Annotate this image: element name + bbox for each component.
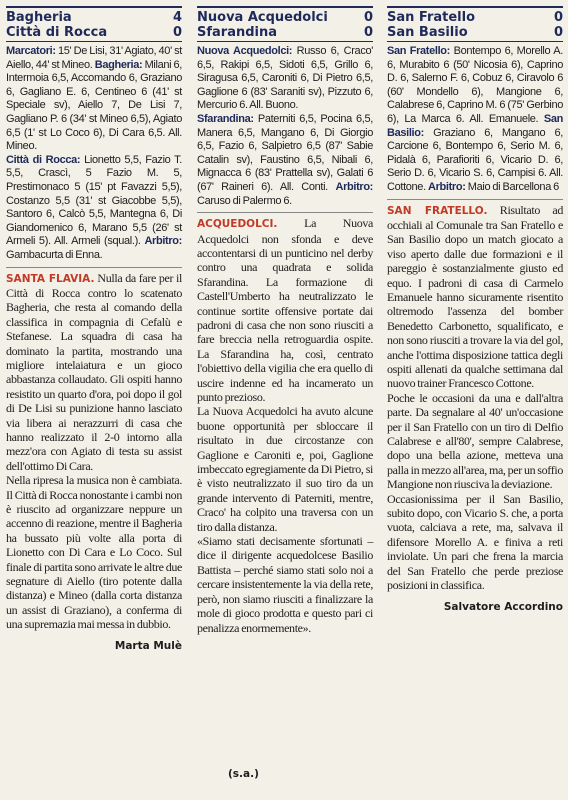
team1-label: San Fratello: (387, 45, 450, 57)
team-goals: 0 (363, 10, 373, 25)
byline: (s.a.) (228, 768, 259, 780)
team2-lineup: Graziano 6, Mangano 6, Carcione 6, Bontempo 6, Serio M. 6, Pidalà 6, Parafioriti 6, Vicario D. 6, Serio D. 6, Vicario S. 6, Campisi 6. All. Cottone. (387, 126, 563, 193)
scoreboard (387, 6, 563, 42)
lineups (387, 45, 563, 195)
dateline: SANTA FLAVIA. (6, 272, 95, 285)
scorers-text: 15' De Lisi, 31' Agiato, 40' st Aiello, 44' st Mineo. (6, 45, 182, 71)
team-goals: 0 (553, 10, 563, 25)
team-goals: 4 (172, 10, 182, 25)
article-body (387, 203, 563, 593)
paragraph: La Nuova Acquedolci ha avuto alcune buone opportunità per sbloccare il risultato in due circostanze con Gaglione e Caroniti e, poi, Gaglione imbeccato egregiamente da Di Pietro, si è visto neutralizzato il suo tiro da un grande intervento di Paterniti, mentre, Craco' ha colpito una traversa con un tiro dalla distanza. (197, 404, 373, 534)
paragraph-text: Risultato ad occhiali al Comunale tra San Fratello e San Basilio dopo un match giocato a viso aperto dalle due formazioni e il pareggio è sostanzialmente giusto ed equo. I padroni di casa di Carmelo Emanuele hanno sicuramente risentito oltremodo l'assenza del bomber Benedetto Carbonetto, squalificato, e non sono riusciti a trovare la via del gol, anche l'ottima disposizione tattica degli ospiti allenati da qualche settimana dal nuovo trainer Francesco Cottone. (387, 202, 563, 391)
team2-label: Città di Rocca: (6, 153, 81, 166)
paragraph (197, 216, 373, 404)
referee-text: Maio di Barcellona 6 (467, 180, 559, 193)
paragraph (387, 203, 563, 391)
referee-label: Arbitro: (335, 180, 373, 193)
score-row (6, 10, 182, 25)
article-body (197, 216, 373, 635)
paragraph: Occasionissima per il San Basilio, subito dopo, con Vicario S. che, a porta vuota, calciava a rete, ma, salvava il difensore Morello A. e finiva a reti inviolate. Un pari che frena la marcia del San Fratello che perde preziose posizioni in classifica. (387, 491, 563, 593)
referee-label: Arbitro: (144, 235, 182, 248)
dateline: SAN FRATELLO. (387, 204, 488, 217)
byline: Marta Mulè (114, 639, 182, 652)
team1-label: Nuova Acquedolci: (197, 45, 293, 57)
team-name: San Basilio (387, 25, 468, 40)
referee-label: Arbitro: (428, 180, 466, 193)
score-row (197, 25, 373, 40)
article-san-fratello (387, 6, 563, 613)
team2-lineup: Paterniti 6,5, Pocina 6,5, Manera 6,5, Mangano 6, Di Giorgio 6,5, Fazio 6, Salpietro 6,5 (87' Sabie Catalin sv), Faustino 6,5, Nibali 6, Mignacca 6 (83' Prattella sv), Galati 6 (67' Raineri 6). All. Conti. (197, 112, 373, 193)
team-name: San Fratello (387, 10, 476, 25)
byline: Salvatore Accordino (443, 600, 563, 613)
score-row (387, 25, 563, 40)
article-acquedolci (197, 6, 373, 635)
scorers-label: Marcatori: (6, 45, 56, 57)
team1-label: Bagheria: (94, 58, 143, 71)
paragraph: Nella ripresa la musica non è cambiata. Il Città di Rocca nonostante i cambi non è riuscito ad organizzare neppure un accenno di reazione, mentre il Bagheria ha bussato più volte alla porta di Lionetto con Di Cara e Lo Coco. Sul finale di partita sono arrivate le altre due segnature di Aiello (tiro potente dalla distanza) e Mineo (dalla corta distanza un assist di Graziano), a conferma di una supremazia mai messa in dubbio. (6, 473, 182, 632)
scoreboard (197, 6, 373, 42)
scoreboard (6, 6, 182, 42)
dateline: ACQUEDOLCI. (197, 218, 278, 231)
paragraph-text: La Nuova Acquedolci non sfonda e deve accontentarsi di un punticino nel derby contro una quadrata e solida Sfarandina. La formazione di Castell'Umberto ha neutralizzato le continue sortite offensive portate dai padroni di casa che non sono riusciti a fare breccia nella retroguardia ospite. La Sfarandina ha, così, centrato l'obiettivo della vigilia che era quello di uscire indenne ed ha incamerato un punto prezioso. (197, 216, 373, 404)
team-name: Sfarandina (197, 25, 278, 40)
team-goals: 0 (172, 25, 182, 40)
article-bagheria (6, 6, 182, 652)
divider (387, 199, 563, 200)
paragraph-text: Nulla da fare per il Città di Rocca contro lo scatenato Bagheria, che resta al comando della classifica in compagnia di Cefalù e Stefanese. La squadra di casa ha dominato la partita, mostrando una migliore intelaiatura e un gioco abbastanza collaudato. Gli ospiti hanno resistito un quarto d'ora, poi dopo il gol di De Lisi su punizione hanno lasciato via libera ai nerazzurri di casa che hanno realizzato il 2-0 intorno alla mezz'ora con Agiato di testa su assist dell'ottimo Di Cara. (6, 270, 182, 473)
team-name: Bagheria (6, 10, 72, 25)
lineups (197, 45, 373, 208)
divider (197, 212, 373, 213)
paragraph: «Siamo stati decisamente sfortunati – dice il dirigente acquedolcese Basilio Battista – perché siamo stati solo noi a cercare insistentemente la via della rete, però, non siamo riusciti a finalizzare la mole di gioco prodotta e questo pari ci penalizza enormemente». (197, 534, 373, 635)
team1-lineup: Russo 6, Craco' 6,5, Rakipi 6,5, Sidoti 6,5, Grillo 6, Siragusa 6,5, Caroniti 6, Di Pietro 6,5, Gaglione 6 (83' Saraniti sv), Pizzuto 6, Mercurio 6. All. Buono. (197, 45, 373, 112)
paragraph: Poche le occasioni da una e dall'altra parte. Da segnalare al 40' un'occasione per il San Fratello con un tiro di Delfio Calabrese e all'80', sempre Calabrese, dopo una bella azione, metteva una palla in mezzo all'area, ma, per un soffio Mangione non riusciva la deviazione. (387, 390, 563, 492)
referee-text: Caruso di Palermo 6. (197, 194, 292, 207)
team-goals: 0 (363, 25, 373, 40)
team1-lineup: Milani 6, Intermoia 6,5, Accomando 6, Graziano 6, Gagliano E. 6, Centineo 6 (41' st Speciale sv), Aiello 7, De Lisi 7, Gagliano P. 6 (34' st Mineo 6,5), Agiato 6,5 (1' st Lo Coco 6), Di Cara 6,5. All. Mineo. (6, 58, 182, 153)
score-row (197, 10, 373, 25)
lineups (6, 45, 182, 263)
score-row (387, 10, 563, 25)
team-goals: 0 (553, 25, 563, 40)
team-name: Città di Rocca (6, 25, 108, 40)
team2-label: Sfarandina: (197, 112, 254, 125)
team1-lineup: Bontempo 6, Morello A. 6, Murabito 6 (50' Nicosia 6), Caprino D. 6, Salerno F. 6, Cobuz 6, Ciravolo 6 (60' Mondello 6), Mangione 6, Calabrese 6, Caprino M. 6 (75' Gerbino 6), La Marca 6. All. Emanuele. (387, 45, 564, 125)
divider (6, 267, 182, 268)
score-row (6, 25, 182, 40)
referee-text: Gambacurta di Enna. (6, 248, 103, 261)
paragraph (6, 271, 182, 474)
team2-label: San Basilio: (387, 112, 563, 139)
team-name: Nuova Acquedolci (197, 10, 328, 25)
article-body (6, 271, 182, 632)
team2-lineup: Lionetto 5,5, Fazio T. 5,5, Crascì, 5 Fazio M. 5, Prestimonaco 5 (15' pt Favazzi 5,5), Costanzo 5,5 (31' st Giacobbe 5,5), Santoro 6, Calcò 5,5, Mantegna 6, Di Giandomenico 6, Marano 5,5 (26' st Armeli 5). All. Armeli (squal.). (6, 153, 183, 248)
